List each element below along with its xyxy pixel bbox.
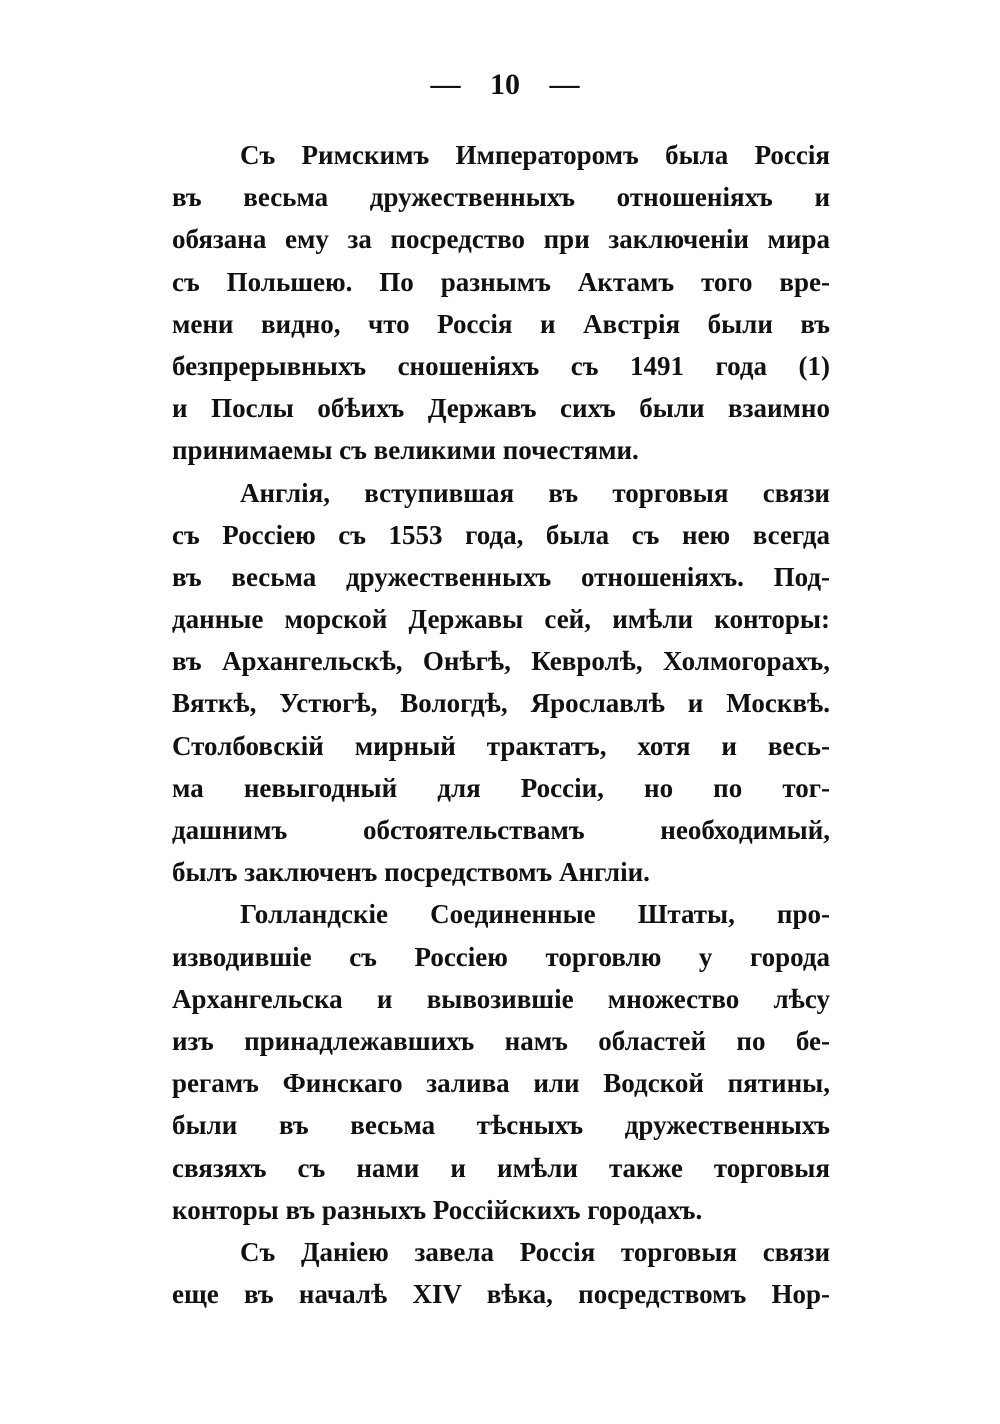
text-line: изводившіе съ Россіею торговлю у города	[172, 941, 830, 972]
text-line: еще въ началѣ XIV вѣка, посредствомъ Нор-	[172, 1279, 830, 1310]
text-line: Столбовскій мирный трактатъ, хотя и весь-	[172, 730, 830, 761]
text-line: Вяткѣ, Устюгѣ, Вологдѣ, Ярославлѣ и Москвѣ.	[172, 688, 830, 719]
text-line: безпрерывныхъ сношеніяхъ съ 1491 года (1)	[172, 350, 830, 381]
text-line: Англія, вступившая въ торговыя связи	[240, 477, 830, 508]
paragraph	[172, 1231, 830, 1315]
paragraph	[172, 893, 830, 1231]
text-line: въ Архангельскѣ, Онѣгѣ, Кевролѣ, Холмогорахъ,	[172, 646, 830, 677]
text-line: связяхъ съ нами и имѣли также торговыя	[172, 1152, 830, 1183]
text-line: принимаемы съ великими почестями.	[172, 435, 639, 466]
text-line: Съ Римскимъ Императоромъ была Россія	[240, 140, 830, 170]
text-line: Архангельска и вывозившіе множество лѣсу	[172, 983, 830, 1014]
text-line: Голландскіе Соединенные Штаты, про-	[240, 899, 830, 930]
text-line: мени видно, что Россія и Австрія были въ	[172, 308, 830, 339]
text-line: съ Польшею. По разнымъ Актамъ того вре-	[172, 266, 830, 297]
text-line: были въ весьма тѣсныхъ дружественныхъ	[172, 1110, 830, 1141]
body-text	[172, 134, 830, 1315]
text-line: данные морской Державы сей, имѣли конторы:	[172, 604, 830, 635]
text-line: регамъ Финскаго залива или Водской пятины,	[172, 1068, 830, 1099]
text-line: въ весьма дружественныхъ отношеніяхъ и	[172, 182, 830, 213]
text-line: ма невыгодный для Россіи, но по тог-	[172, 772, 830, 803]
paragraph	[172, 472, 830, 894]
page-number: — 10 —	[430, 68, 580, 101]
text-line: дашнимъ обстоятельствамъ необходимый,	[172, 815, 830, 845]
text-line: Съ Даніею завела Россія торговыя связи	[240, 1236, 830, 1267]
text-line: обязана ему за посредство при заключеніи мира	[172, 224, 830, 255]
text-line: изъ принадлежавшихъ намъ областей по бе-	[172, 1025, 830, 1056]
text-line: въ весьма дружественныхъ отношеніяхъ. Под-	[172, 561, 830, 592]
paragraph	[172, 134, 830, 472]
text-line: былъ заключенъ посредствомъ Англіи.	[172, 857, 650, 888]
text-line: съ Россіею съ 1553 года, была съ нею всегда	[172, 519, 830, 550]
text-line: конторы въ разныхъ Россійскихъ городахъ.	[172, 1194, 703, 1225]
text-line: и Послы обѣихъ Державъ сихъ были взаимно	[172, 393, 830, 424]
